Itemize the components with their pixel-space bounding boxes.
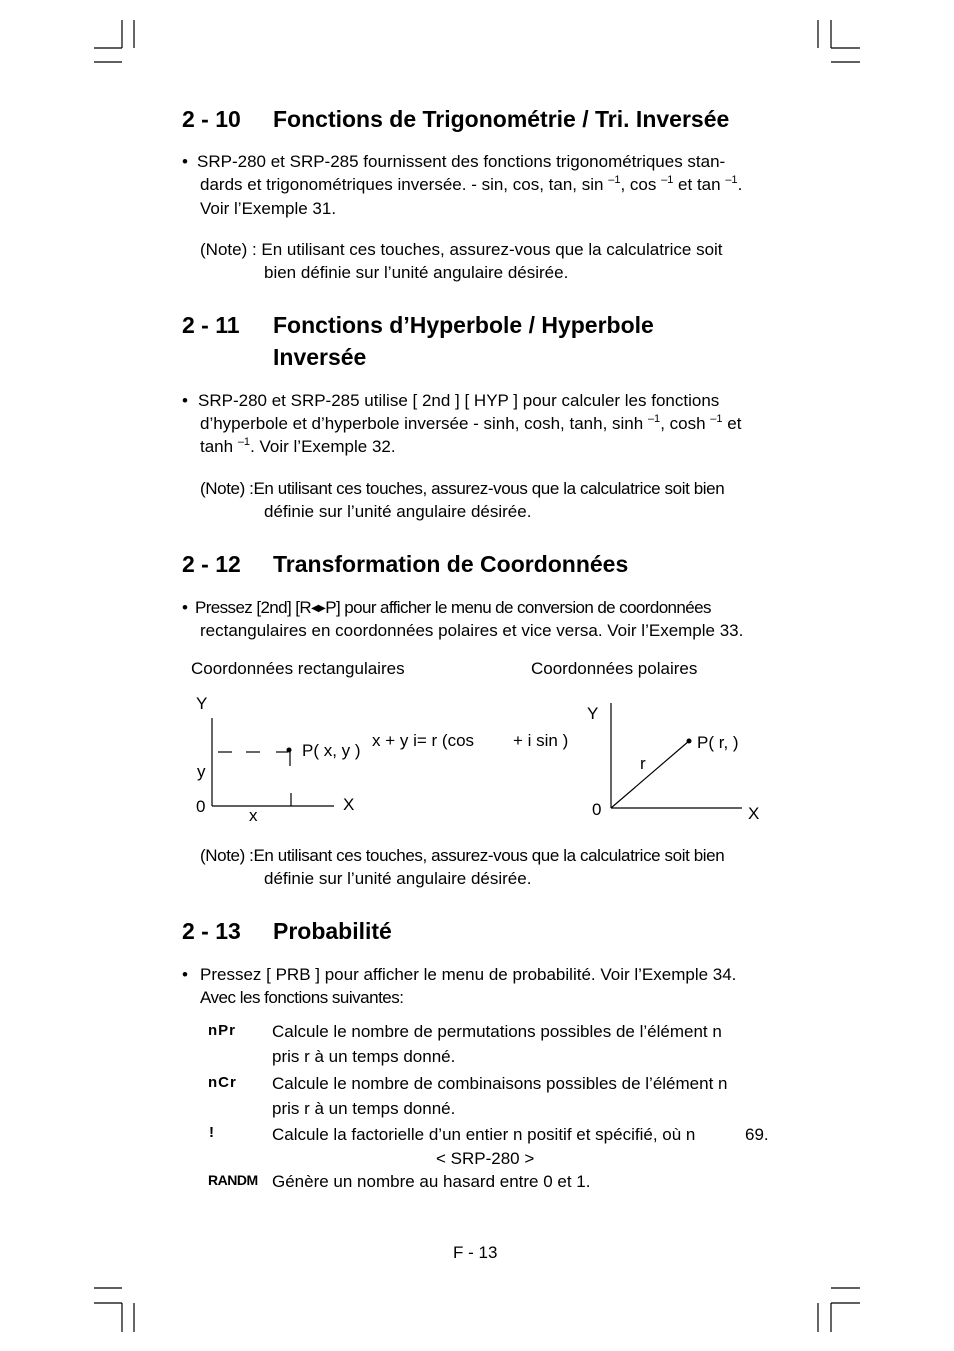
heading-2-13: [182, 915, 392, 947]
factorial-limit: 69.: [745, 1125, 769, 1144]
heading-2-11: [182, 309, 654, 341]
rect-axis-X: X: [343, 795, 355, 814]
left-arrow-icon: ◀: [311, 603, 319, 614]
s210-line1: SRP-280 et SRP-285 fournissent des fonctions trigonométriques stan-: [197, 152, 726, 171]
s211-note-line2: définie sur l’unité angulaire désirée.: [264, 502, 532, 521]
polar-diagram: [611, 703, 742, 808]
heading-title: Fonctions de Trigonométrie / Tri. Inversée: [273, 106, 730, 132]
npr-desc2: pris r à un temps donné.: [272, 1047, 456, 1066]
s211-line2: d’hyperbole et d’hyperbole inversée - sinh, cosh, tanh, sinh $^{-1}$, cosh $^{-1}$ et: [200, 413, 742, 433]
heading-2-10: [182, 103, 729, 135]
polar-point-label: P( r, ): [697, 733, 739, 752]
s211-line1: SRP-280 et SRP-285 utilise [ 2nd ] [ HYP ] pour calculer les fonctions: [198, 391, 720, 410]
heading-2-12: [182, 548, 628, 580]
randm-desc: Génère un nombre au hasard entre 0 et 1.: [272, 1172, 591, 1191]
right-arrow-icon: ▶: [318, 603, 326, 614]
s211-note-line1: (Note) :En utilisant ces touches, assurez-vous que la calculatrice soit bien: [200, 479, 725, 498]
rect-diagram: [212, 718, 334, 806]
rect-x-label: x: [249, 806, 258, 825]
rect-point-dot: [287, 748, 292, 753]
ncr-key: nCr: [208, 1074, 237, 1091]
s211-line3: tanh $^{-1}$. Voir l’Exemple 32.: [200, 436, 396, 456]
s213-line2: Avec les fonctions suivantes:: [200, 988, 404, 1007]
bullet: •: [182, 965, 188, 984]
polar-axis-Y: Y: [587, 704, 599, 723]
s212-line1: Pressez [2nd] [R◀▶P] pour afficher le menu de conversion de coordonnées: [195, 598, 711, 617]
bullet: •: [182, 152, 188, 171]
heading-title: Probabilité: [273, 918, 392, 944]
s212-line2: rectangulaires en coordonnées polaires et vice versa. Voir l’Exemple 33.: [200, 621, 744, 640]
s212-note-line2: définie sur l’unité angulaire désirée.: [264, 869, 532, 888]
rect-y-label: y: [197, 762, 206, 781]
heading-number: 2 - 12: [182, 551, 241, 577]
s210-line3: Voir l’Exemple 31.: [200, 199, 337, 218]
randm-key: RANDM: [208, 1172, 258, 1188]
polar-r-label: r: [640, 754, 646, 773]
bullet: •: [182, 391, 188, 410]
formula-part1: x + y i= r (cos: [372, 731, 475, 750]
heading-number: 2 - 11: [182, 312, 240, 338]
polar-origin: 0: [592, 800, 602, 819]
polar-point-dot: [687, 739, 692, 744]
factorial-model: < SRP-280 >: [436, 1149, 535, 1168]
rect-axis-Y: Y: [196, 694, 208, 713]
ncr-desc2: pris r à un temps donné.: [272, 1099, 456, 1118]
heading-2-11-line2: Inversée: [273, 344, 367, 370]
rect-origin: 0: [196, 797, 206, 816]
rect-coords-label: Coordonnées rectangulaires: [191, 659, 405, 678]
rect-point-label: P( x, y ): [302, 741, 361, 760]
factorial-key: !: [209, 1124, 215, 1141]
npr-desc1: Calcule le nombre de permutations possibles de l’élément n: [272, 1022, 722, 1041]
s210-note-line2: bien définie sur l’unité angulaire désirée.: [264, 263, 569, 282]
s212-note-line1: (Note) :En utilisant ces touches, assurez-vous que la calculatrice soit bien: [200, 846, 725, 865]
heading-title: Transformation de Coordonnées: [273, 551, 629, 577]
bullet: •: [182, 598, 188, 617]
s210-note-line1: (Note) : En utilisant ces touches, assurez-vous que la calculatrice soit: [200, 240, 723, 259]
formula-part2: + i sin ): [513, 731, 569, 750]
polar-axis-X: X: [748, 804, 760, 823]
heading-number: 2 - 10: [182, 106, 241, 132]
s213-line1: Pressez [ PRB ] pour afficher le menu de probabilité. Voir l’Exemple 34.: [200, 965, 737, 984]
npr-key: nPr: [208, 1022, 237, 1039]
ncr-desc1: Calcule le nombre de combinaisons possibles de l’élément n: [272, 1074, 728, 1093]
heading-title: Fonctions d’Hyperbole / Hyperbole: [273, 312, 654, 338]
s210-line2: dards et trigonométriques inversée. - sin, cos, tan, sin $^{-1}$, cos $^{-1}$ et tan $^{-1}$.: [200, 174, 743, 194]
factorial-desc1: Calcule la factorielle d’un entier n positif et spécifié, où n: [272, 1125, 696, 1144]
polar-coords-label: Coordonnées polaires: [531, 659, 698, 678]
heading-number: 2 - 13: [182, 918, 241, 944]
page-number: F - 13: [453, 1243, 498, 1262]
